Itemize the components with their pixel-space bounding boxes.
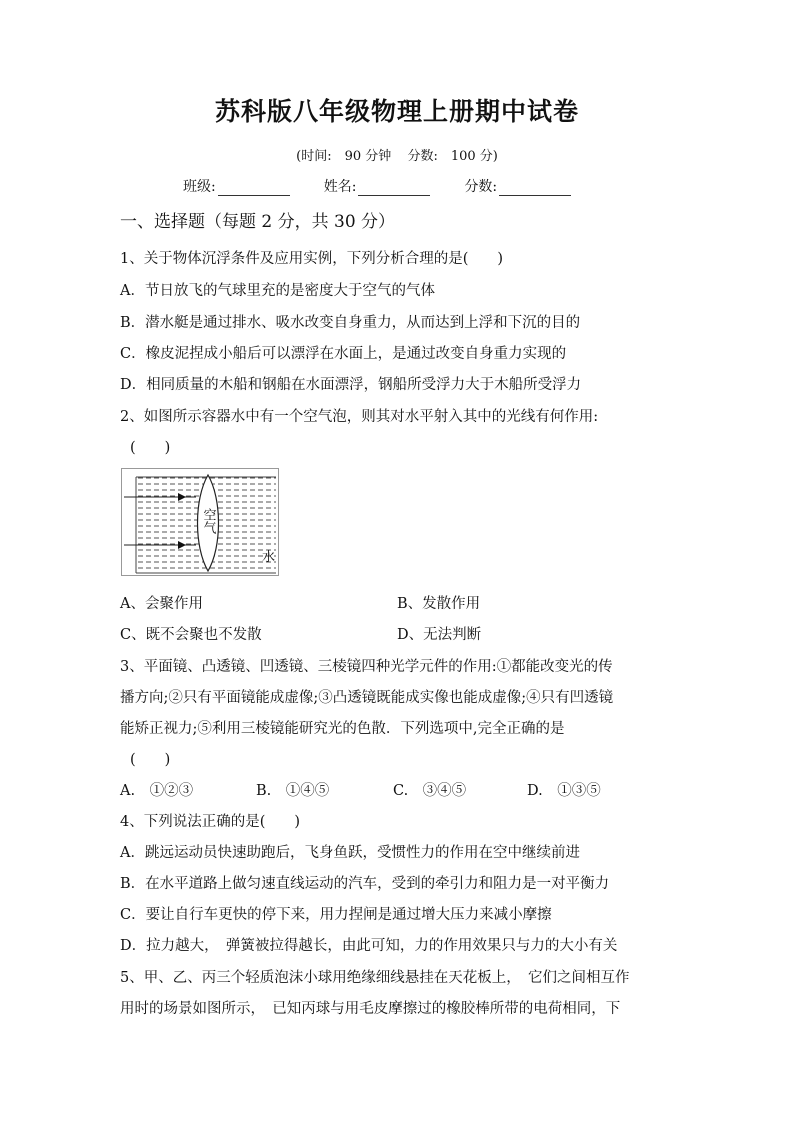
q3-option-b: B. ①④⑤ [256, 783, 330, 799]
page-title: 苏科版八年级物理上册期中试卷 [214, 97, 579, 126]
q1-option-a: A．节日放飞的气球里充的是密度大于空气的气体 [120, 283, 435, 299]
water-label: 水 [262, 550, 276, 565]
q2-option-d: D、无法判断 [397, 627, 482, 643]
q3-stem-line1: 3、平面镜、凸透镜、凹透镜、三棱镜四种光学元件的作用:①都能改变光的传 [120, 659, 613, 675]
q1-option-d: D．相同质量的木船和钢船在水面漂浮，钢船所受浮力大于木船所受浮力 [120, 377, 582, 393]
q3-option-c: C. ③④⑤ [393, 783, 467, 799]
q3-option-d: D. ①③⑤ [527, 783, 601, 799]
score-blank [499, 181, 571, 196]
class-label: 班级: [183, 179, 216, 195]
section-heading: 一、选择题（每题 2 分，共 30 分） [120, 212, 396, 232]
q3-stem-line2: 播方向;②只有平面镜能成虚像;③凸透镜既能成实像也能成虚像;④只有凹透镜 [120, 690, 614, 706]
exam-total-score: 分数: 100 分) [407, 149, 498, 164]
q4-stem: 4、下列说法正确的是( ) [120, 814, 301, 830]
air-label: 空气 [200, 508, 216, 534]
q1-option-b: B．潜水艇是通过排水、吸水改变自身重力，从而达到上浮和下沉的目的 [120, 315, 581, 331]
exam-time: (时间: 90 分钟 [296, 149, 392, 164]
q4-option-a: A．跳远运动员快速助跑后，飞身鱼跃，受惯性力的作用在空中继续前进 [120, 845, 580, 861]
q2-stem: 2、如图所示容器水中有一个空气泡，则其对水平射入其中的光线有何作用: [120, 409, 599, 425]
air-bubble-figure [121, 468, 279, 576]
name-field [324, 176, 431, 196]
q1-stem: 1、关于物体沉浮条件及应用实例，下列分析合理的是( ) [120, 251, 504, 267]
q2-answer-paren: ( ) [130, 440, 171, 456]
q3-stem-line3: 能矫正视力;⑤利用三棱镜能研究光的色散．下列选项中,完全正确的是 [120, 721, 565, 737]
name-blank [358, 181, 430, 196]
q2-option-b: B、发散作用 [397, 596, 481, 612]
q3-option-a: A. ①②③ [120, 783, 194, 799]
air-bubble-diagram [122, 469, 278, 575]
class-field [183, 176, 290, 196]
score-label: 分数: [464, 179, 498, 195]
exam-meta [0, 145, 794, 164]
q2-option-a: A、会聚作用 [120, 596, 203, 612]
q3-answer-paren: ( ) [130, 752, 171, 768]
student-info [183, 176, 605, 196]
class-blank [218, 181, 290, 196]
q4-option-c: C．要让自行车更快的停下来，用力捏闸是通过增大压力来减小摩擦 [120, 907, 552, 923]
q5-stem-line2: 用时的场景如图所示， 已知丙球与用毛皮摩擦过的橡胶棒所带的电荷相同，下 [120, 1001, 621, 1017]
q4-option-b: B．在水平道路上做匀速直线运动的汽车，受到的牵引力和阻力是一对平衡力 [120, 876, 610, 892]
q4-option-d: D．拉力越大， 弹簧被拉得越长，由此可知，力的作用效果只与力的大小有关 [120, 938, 618, 954]
q1-option-c: C．橡皮泥捏成小船后可以漂浮在水面上，是通过改变自身重力实现的 [120, 346, 567, 362]
q5-stem-line1: 5、甲、乙、丙三个轻质泡沫小球用绝缘细线悬挂在天花板上， 它们之间相互作 [120, 970, 630, 986]
q2-option-c: C、既不会聚也不发散 [120, 627, 262, 643]
name-label: 姓名: [323, 179, 357, 195]
score-field [464, 176, 571, 196]
